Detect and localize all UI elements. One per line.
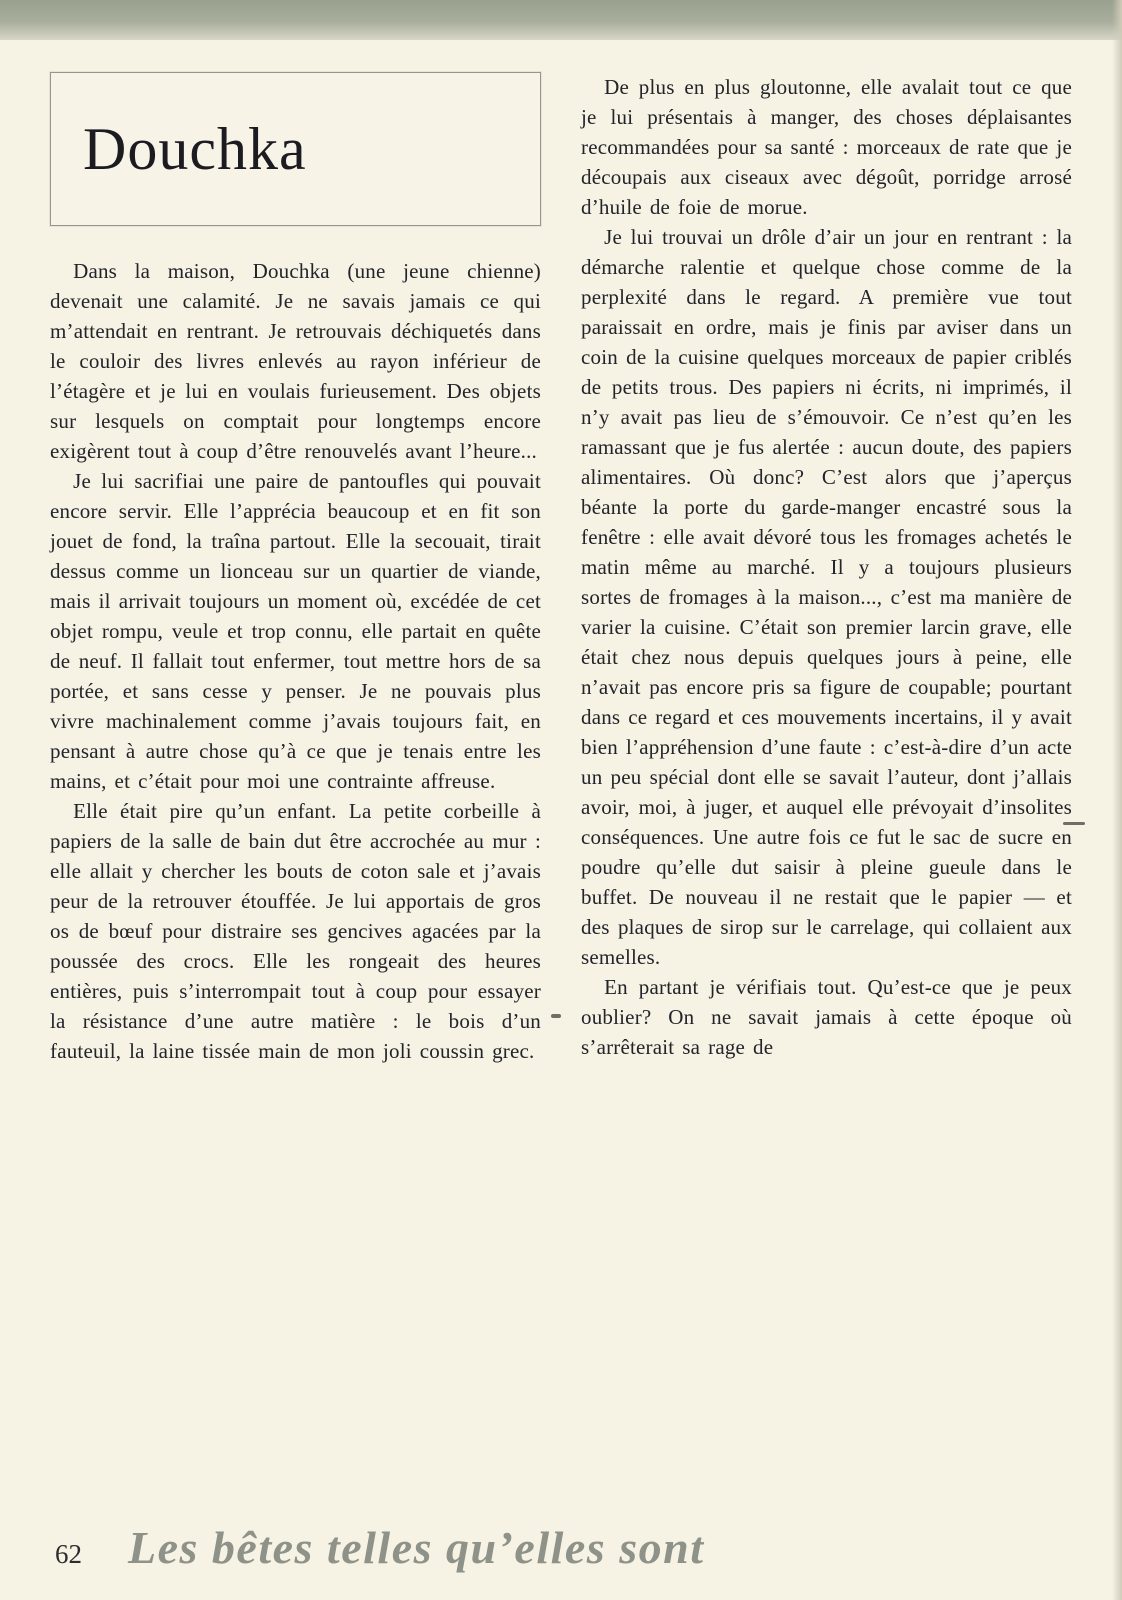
- scan-speck: [1063, 822, 1085, 825]
- page-content: [50, 72, 1072, 1066]
- left-column-text: [50, 256, 541, 1066]
- scan-speck: [551, 1014, 561, 1018]
- paragraph: Dans la maison, Douchka (une jeune chienne) devenait une calamité. Je ne savais jamais ce qui m’attendait en rentrant. Je retrouvais déchiquetés dans le couloir des livres enlevés au rayon inférieur de l’étagère et je lui en voulais furieusement. Des objets sur lesquels on comptait pour longtemps encore exigèrent tout à coup d’être renouvelés avant l’heure...: [50, 259, 541, 463]
- paragraph: De plus en plus gloutonne, elle avalait tout ce que je lui présentais à manger, des choses déplaisantes recommandées pour sa santé : morceaux de rate que je découpais aux ciseaux avec dégoût, porridge arrosé d’huile de foie de morue.: [581, 75, 1072, 219]
- page-number: 62: [55, 1539, 82, 1569]
- left-column: [50, 72, 541, 1066]
- page-footer: [55, 1521, 1067, 1574]
- scan-edge-top: [0, 0, 1122, 40]
- right-column-text: [581, 72, 1072, 1062]
- paragraph: En partant je vérifiais tout. Qu’est-ce que je peux oublier? On ne savait jamais à cette époque où s’arrêterait sa rage de: [581, 975, 1072, 1059]
- running-footer-title: Les bêtes telles qu’elles sont: [128, 1522, 705, 1573]
- paragraph: Je lui trouvai un drôle d’air un jour en rentrant : la démarche ralentie et quelque chose comme de la perplexité dans le regard. A première vue tout paraissait en ordre, mais je finis par aviser dans un coin de la cuisine quelques morceaux de papier criblés de petits trous. Des papiers ni écrits, ni imprimés, il n’y avait pas lieu de s’émouvoir. Ce n’est qu’en les ramassant que je fus alertée : aucun doute, des papiers alimentaires. Où donc? C’est alors que j’aperçus béante la porte du garde-manger encastré sous la fenêtre : elle avait dévoré tous les fromages achetés le matin même au marché. Il y a toujours plusieurs sortes de fromages à la maison..., c’est ma manière de varier la cuisine. C’était son premier larcin grave, elle était chez nous depuis quelques jours à peine, elle n’avait pas encore pris sa figure de coupable; pourtant dans ce regard et ces mouvements incertains, il y avait bien l’appréhension d’une faute : c’est-à-dire d’un acte un peu spécial dont elle se savait l’auteur, dont j’allais avoir, moi, à juger, et auquel elle prévoyait d’insolites conséquences. Une autre fois ce fut le sac de sucre en poudre qu’elle dut saisir à pleine gueule dans le buffet. De nouveau il ne restait que le papier — et des plaques de sirop sur le carrelage, qui collaient aux semelles.: [581, 225, 1072, 969]
- chapter-title: Douchka: [83, 116, 307, 182]
- scan-edge-right: [1112, 0, 1122, 1600]
- paragraph: Elle était pire qu’un enfant. La petite corbeille à papiers de la salle de bain dut être accrochée au mur : elle allait y chercher les bouts de coton sale et j’avais peur de la retrouver étouffée. Je lui apportais de gros os de bœuf pour distraire ses gencives agacées par la poussée des crocs. Elle les rongeait des heures entières, puis s’interrompait tout à coup pour essayer la résistance d’une autre matière : le bois d’un fauteuil, la laine tissée main de mon joli coussin grec.: [50, 799, 541, 1063]
- paragraph: Je lui sacrifiai une paire de pantoufles qui pouvait encore servir. Elle l’apprécia beaucoup et en fit son jouet de fond, la traîna partout. Elle la secouait, tirait dessus comme un lionceau sur un quartier de viande, mais il arrivait toujours un moment où, excédée de cet objet rompu, veule et trop connu, elle partait en quête de neuf. Il fallait tout enfermer, tout mettre hors de sa portée, et sans cesse y penser. Je ne pouvais plus vivre machinalement comme j’avais toujours fait, en pensant à autre chose qu’à ce que je tenais entre les mains, et c’était pour moi une contrainte affreuse.: [50, 469, 541, 793]
- chapter-title-box: [50, 72, 541, 226]
- right-column: [581, 72, 1072, 1066]
